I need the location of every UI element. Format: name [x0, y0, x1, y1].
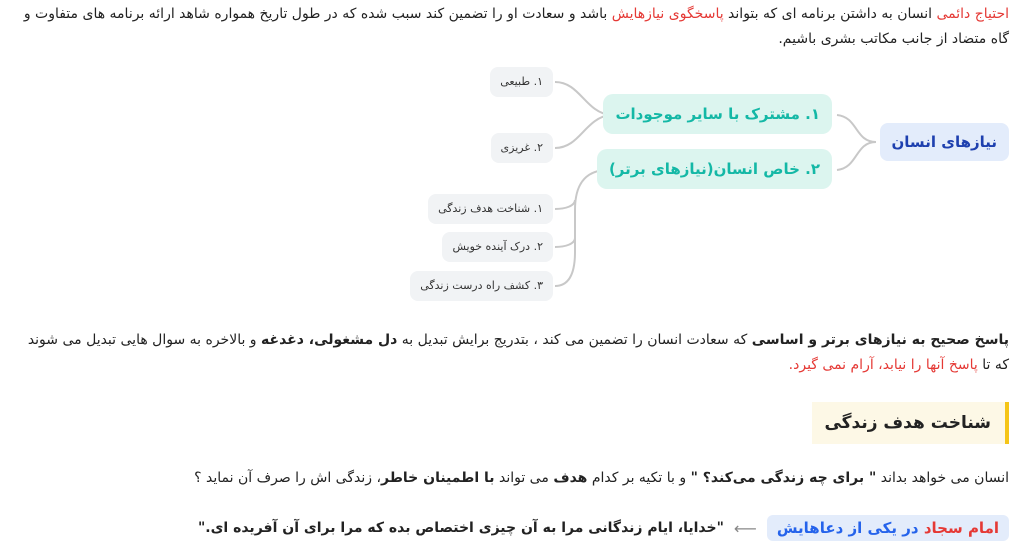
quote-imam-name: امام سجاد — [923, 519, 999, 537]
mindmap-leaf-right-path[interactable]: ۳. کشف راه درست زندگی — [410, 271, 553, 301]
quote-text: "خدایا، ایام زندگانی مرا به آن چیزی اختصاص بده که مرا برای آن آفریده ای." — [197, 520, 724, 536]
purpose-paragraph — [18, 466, 1009, 491]
purpose-certainty: با اطمینان خاطر — [381, 470, 495, 486]
connector-branch2-leaf2 — [555, 238, 575, 247]
connector-branch1-leaf1 — [555, 82, 610, 115]
purpose-goal: هدف — [553, 470, 588, 486]
intro-text-1: انسان به داشتن برنامه ای که بتواند — [723, 6, 937, 22]
mindmap-leaf-future[interactable]: ۲. درک آینده خویش — [442, 232, 553, 262]
purpose-question: " برای چه زندگی می‌کند؟ " — [690, 470, 877, 486]
purpose-text-2: و با تکیه بر کدام — [587, 470, 691, 486]
connector-branch2-leaf1 — [555, 200, 575, 209]
needs-bold-1: پاسخ صحیح به نیازهای برتر و اساسی — [751, 332, 1009, 348]
purpose-text-1: انسان می خواهد بداند — [876, 470, 1009, 486]
purpose-text-4: ، زندگی اش را صرف آن نماید ؟ — [194, 470, 381, 486]
mindmap-root-node[interactable]: نیازهای انسان — [880, 123, 1010, 161]
quote-row — [198, 515, 1009, 541]
mindmap-leaf-life-purpose[interactable]: ۱. شناخت هدف زندگی — [428, 194, 553, 224]
mindmap-branch-human[interactable]: ۲. خاص انسان(نیازهای برتر) — [597, 149, 832, 189]
needs-highlight: پاسخ آنها را نیابد، آرام نمی گیرد. — [788, 357, 978, 373]
mindmap-branch-common[interactable]: ۱. مشترک با سایر موجودات — [603, 94, 832, 134]
intro-text-2: باشد و سعادت او را تضمین کند سبب شده که در طول تاریخ همواره شاهد ارائه برنامه های متفاوت و گاه متضاد از جانب مکاتب بشری باشیم. — [23, 6, 1009, 47]
connector-branch2-spine — [555, 170, 605, 286]
connector-root-branch2 — [837, 142, 876, 170]
arrow-left-icon: ⟵ — [733, 518, 757, 538]
purpose-text-3: می تواند — [494, 470, 554, 486]
needs-text-2: و بالاخره به سوال هایی تبدیل می شوند که تا — [27, 332, 1009, 373]
section-heading: شناخت هدف زندگی — [812, 402, 1009, 444]
connector-root-branch1 — [837, 115, 876, 142]
intro-highlight-1: احتیاج دائمی — [936, 6, 1009, 22]
quote-source-text: در یکی از دعاهایش — [776, 519, 924, 537]
mindmap-leaf-instinct[interactable]: ۲. غریزی — [491, 133, 553, 163]
quote-source-badge — [767, 515, 1009, 541]
connector-branch1-leaf2 — [555, 115, 610, 148]
intro-highlight-2: پاسخگوی نیازهایش — [611, 6, 724, 22]
needs-text-1: که سعادت انسان را تضمین می کند ، بتدریج برایش تبدیل به — [397, 332, 752, 348]
needs-bold-2: دل مشغولی، دغدغه — [261, 332, 398, 348]
needs-paragraph — [18, 328, 1009, 378]
mindmap-leaf-natural[interactable]: ۱. طبیعی — [490, 67, 553, 97]
